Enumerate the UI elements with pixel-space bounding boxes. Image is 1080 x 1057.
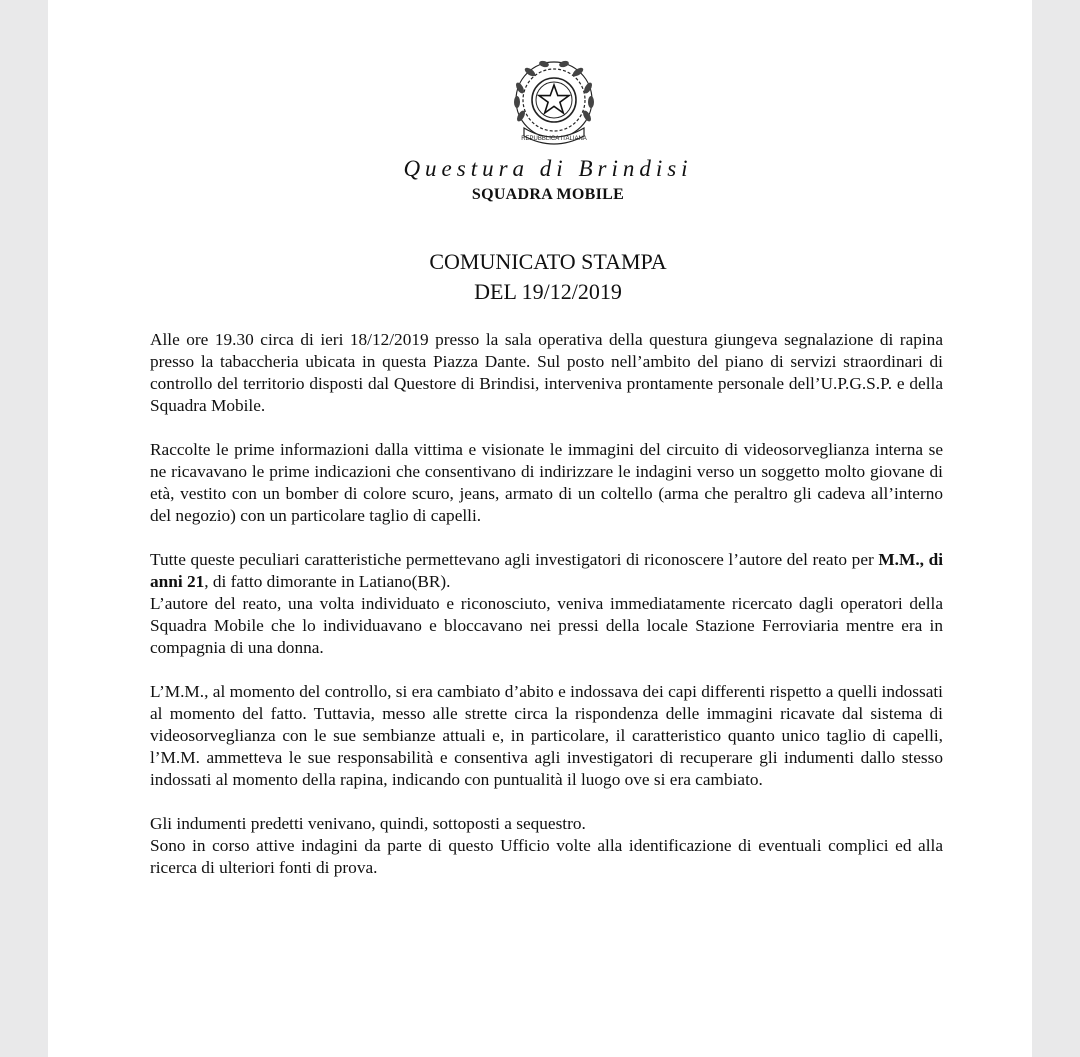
title-line-1: COMUNICATO STAMPA <box>429 249 667 274</box>
paragraph-4: L’M.M., al momento del controllo, si era cambiato d’abito e indossava dei capi differenti rispetto a quelli indossati al momento del fatto. Tuttavia, messo alle strette circa la rispondenza delle immagini ricavate dal sistema di videosorveglianza con le sue sembianze attuali e, in particolare, il caratteristico quanto unico taglio di capelli, l’M.M. ammetteva le sue responsabilità e consentiva agli investigatori di recuperare gli indumenti dallo stesso indossati al momento della rapina, indicando con puntualità il luogo ove si era cambiato. <box>150 682 943 789</box>
paragraph-5a: Gli indumenti predetti venivano, quindi, sottoposti a sequestro. <box>150 814 586 833</box>
emblem-ribbon-text: REPUBBLICA ITALIANA <box>521 136 587 142</box>
paragraph-3a-pre: Tutte queste peculiari caratteristiche permettevano agli investigatori di riconoscere l’autore del reato per <box>150 550 879 569</box>
paragraph-3a-post: , di fatto dimorante in Latiano(BR). <box>204 572 451 591</box>
document-body <box>150 329 943 901</box>
paragraph-3b: L’autore del reato, una volta individuato e riconosciuto, veniva immediatamente ricercato dagli operatori della Squadra Mobile che lo individuavano e bloccavano nei pressi della locale Stazione Ferroviaria mentre era in compagnia di una donna. <box>150 594 943 657</box>
document-title <box>0 247 1080 307</box>
paragraph-1: Alle ore 19.30 circa di ieri 18/12/2019 presso la sala operativa della questura giungeva segnalazione di rapina presso la tabaccheria ubicata in questa Piazza Dante. Sul posto nell’ambito del piano di servizi straordinari di controllo del territorio disposti dal Questore di Brindisi, interveniva prontamente personale dell’U.P.G.S.P. e della Squadra Mobile. <box>150 330 943 415</box>
suspect-identity: M.M., di anni 21 <box>150 550 943 591</box>
title-line-2: DEL 19/12/2019 <box>474 279 622 304</box>
repubblica-italiana-emblem <box>510 58 598 150</box>
office-name: Questura di Brindisi <box>403 156 693 181</box>
paragraph-3a <box>150 549 943 593</box>
paragraph-5b: Sono in corso attive indagini da parte di questo Ufficio volte alla identificazione di eventuali complici ed alla ricerca di ulteriori fonti di prova. <box>150 836 943 877</box>
paragraph-2: Raccolte le prime informazioni dalla vittima e visionate le immagini del circuito di videosorveglianza interna se ne ricavavano le prime indicazioni che consentivano di indirizzare le indagini verso un soggetto molto giovane di età, vestito con un bomber di colore scuro, jeans, armato di un coltello (arma che peraltro gli cadeva all’interno del negozio) con un particolare taglio di capelli. <box>150 440 943 525</box>
unit-name: SQUADRA MOBILE <box>471 186 625 203</box>
